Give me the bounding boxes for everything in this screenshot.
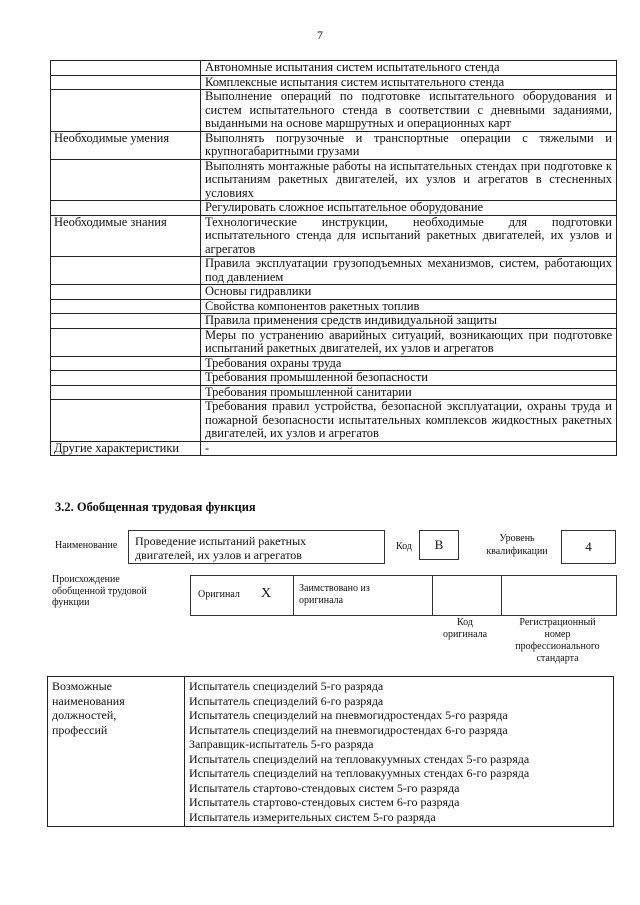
list-item: Заправщик-испытатель 5-го разряда	[189, 737, 374, 751]
table-cell: Меры по устранению аварийных ситуаций, возникающих при подготовке испытаний ракетных двигателей, их узлов и агрегатов	[201, 328, 617, 356]
table-cell: Выполнение операций по подготовке испытательного оборудования и систем испытательного стенда в соответствии с дневными заданиями, выданными на основе маршрутных и операционных карт	[201, 90, 617, 132]
function-name-box: Проведение испытаний ракетных двигателей, их узлов и агрегатов	[128, 530, 385, 564]
table-cell: Правила применения средств индивидуальной защиты	[201, 314, 617, 329]
name-label: Наименование	[55, 540, 118, 551]
empty-label-cell	[51, 61, 201, 76]
list-item: Испытатель стартово-стендовых систем 5-го разряда	[189, 780, 460, 795]
table-cell: Технологические инструкции, необходимые для подготовки испытательного стенда для испытаний ракетных двигателей, их узлов и агрегатов	[201, 215, 617, 257]
list-item: Испытатель стартово-стендовых систем 6-го разряда	[189, 795, 460, 809]
code-original-cell	[433, 576, 502, 615]
list-item: Испытатель специзделий 6-го разряда	[189, 693, 384, 708]
table-cell: Комплексные испытания систем испытательного стенда	[201, 75, 617, 90]
table-cell: Требования правил устройства, безопасной эксплуатации, охраны труда и пожарной безопасности испытательных комплексов жидкостных ракетных двигателей, их узлов и агрегатов	[201, 400, 617, 442]
table-cell: Регулировать сложное испытательное оборудование	[201, 201, 617, 216]
list-item: Испытатель специзделий 5-го разряда	[189, 679, 384, 693]
code-original-caption: Код оригинала	[442, 617, 488, 640]
borrowed-cell: Заимствовано из оригинала	[294, 576, 433, 615]
positions-label: Возможные наименования должностей, профессий	[48, 677, 185, 827]
positions-list	[185, 677, 614, 827]
skills-knowledge-table	[50, 60, 617, 456]
skills-label: Необходимые умения	[51, 131, 201, 159]
list-item: Испытатель специзделий на пневмогидростендах 6-го разряда	[189, 722, 508, 737]
origin-label: Происхождение обобщенной трудовой функции	[52, 574, 147, 608]
original-mark: X	[261, 586, 272, 601]
code-value: B	[419, 530, 459, 560]
other-characteristics-value: -	[201, 441, 617, 456]
table-cell: Требования охраны труда	[201, 356, 617, 371]
table-cell: Требования промышленной безопасности	[201, 371, 617, 386]
table-cell: Свойства компонентов ракетных топлив	[201, 299, 617, 314]
code-label: Код	[396, 541, 412, 552]
list-item: Испытатель специзделий на тепловакуумных стендах 6-го разряда	[189, 766, 530, 780]
list-item: Испытатель измерительных систем 5-го разряда	[189, 809, 436, 824]
list-item: Испытатель специзделий на пневмогидростендах 5-го разряда	[189, 708, 508, 722]
reg-number-caption: Регистрационный номер профессионального стандарта	[515, 617, 600, 664]
reg-number-cell	[502, 576, 616, 615]
level-value: 4	[561, 530, 616, 564]
original-label: Оригинал	[198, 589, 240, 600]
table-cell: Выполнять монтажные работы на испытательных стендах при подготовке к испытаниям ракетных двигателей, их узлов и агрегатов в стесненных условиях	[201, 159, 617, 201]
table-cell: Выполнять погрузочные и транспортные операции с тяжелыми и крупногабаритными грузами	[201, 131, 617, 159]
table-cell: Основы гидравлики	[201, 285, 617, 300]
origin-table	[190, 575, 617, 616]
original-cell	[191, 576, 294, 615]
positions-table	[47, 676, 614, 827]
level-label: Уровень квалификации	[486, 533, 548, 557]
table-cell: Автономные испытания систем испытательного стенда	[201, 61, 617, 76]
knowledge-label: Необходимые знания	[51, 215, 201, 257]
table-cell: Правила эксплуатации грузоподъемных механизмов, систем, работающих под давлением	[201, 257, 617, 285]
table-cell: Требования промышленной санитарии	[201, 385, 617, 400]
section-heading: 3.2. Обобщенная трудовая функция	[55, 500, 256, 514]
page-number: 7	[317, 28, 323, 42]
list-item: Испытатель специзделий на тепловакуумных стендах 5-го разряда	[189, 751, 530, 766]
other-characteristics-label: Другие характеристики	[51, 441, 201, 456]
